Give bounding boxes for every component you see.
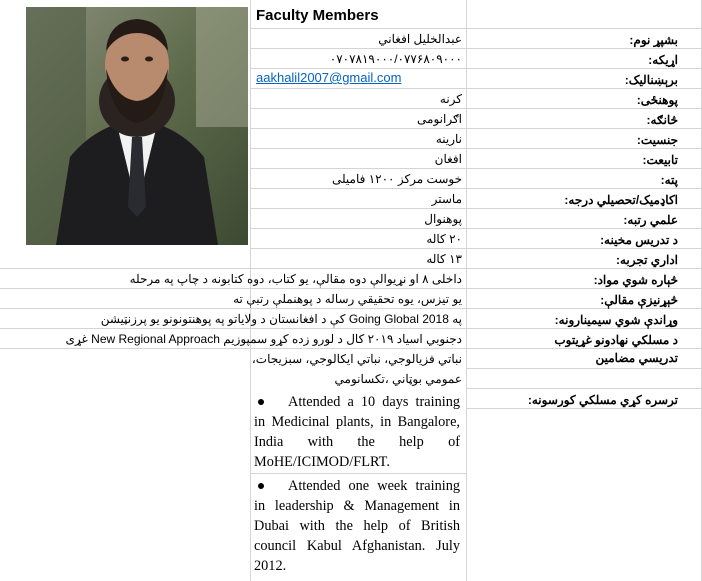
value-full-name: عبدالخلیل افغاني (378, 32, 462, 46)
label-email: برېښنالیک: (624, 73, 678, 87)
value-subjects-line2: عمومي بوټاني ،تکسانومي (334, 372, 462, 386)
label-seminars: وړاندې شوي سیمینارونه: (554, 313, 678, 327)
label-address: پته: (660, 173, 678, 187)
course-item (254, 392, 460, 472)
value-admin-experience: ۱۳ کاله (426, 252, 462, 266)
value-contact: ۰۷۰۷۸۱۹۰۰۰/۰۷۷۶۸۰۹۰۰۰ (329, 52, 462, 66)
label-academic-rank: علمي رتبه: (623, 213, 678, 227)
label-gender: جنسیت: (636, 133, 678, 147)
value-memberships: دجنوبي اسیاد ۲۰۱۹ کال د لورو زده کړو سمپوزیم New Regional Approach غړی (65, 332, 462, 346)
value-seminars: په Going Global 2018 کې د افغانستان د ولایاتو په پوهنتونونو یو پرزنټیشن (100, 312, 462, 326)
label-research-articles: څېړنيزې مقالې: (600, 293, 678, 307)
page-title: Faculty Members (256, 7, 379, 24)
label-department: څانګه: (646, 113, 678, 127)
value-faculty: کرنه (439, 92, 462, 106)
profile-photo (26, 7, 248, 245)
bullet-icon (258, 483, 264, 489)
label-memberships: د مسلکي نهادونو غړیتوب (554, 333, 678, 347)
bullet-icon (258, 399, 264, 405)
course-text: Attended one week training in leadership & Management in Dubai with the help of British council Kabul Afghanistan. July 2012. (254, 478, 460, 574)
label-admin-experience: اداري تجربه: (615, 253, 678, 267)
value-subjects-line1: نباتي فزیالوجي، نباتي ایکالوجي، سبزیجات، (251, 352, 462, 366)
value-address: خوست مرکز ۱۲۰۰ فاميلی (331, 172, 462, 186)
course-text: Attended a 10 days training in Medicinal plants, in Bangalore, India with the help of MoHE/ICIMOD/FLRT. (254, 394, 460, 470)
label-faculty: پوهنځی: (636, 93, 678, 107)
value-nationality: افغان (434, 152, 462, 166)
value-publications: داخلی ۸ او نړیوالې دوه مقالې، یو کتاب، دوه کتابونه د چاپ په مرحله (129, 272, 462, 286)
value-research-articles: یو تیزس، یوه تحقیقي رساله د پوهنملې رتبې ته (233, 292, 462, 306)
label-nationality: تابیعت: (642, 153, 678, 167)
label-contact: اړيکه: (648, 53, 678, 67)
portrait-image (26, 7, 248, 245)
value-academic-degree: ماستر (431, 192, 462, 206)
label-courses: ترسره کړي مسلکي کورسونه: (527, 393, 678, 407)
value-gender: نارینه (435, 132, 462, 146)
label-teaching-experience: د تدریس مخینه: (600, 233, 678, 247)
label-full-name: بشپړ نوم: (629, 33, 678, 47)
email-link[interactable]: aakhalil2007@gmail.com (256, 70, 402, 85)
value-academic-rank: پوهنوال (424, 212, 462, 226)
value-department: اګرانومی (417, 112, 462, 126)
label-subjects: تدریسي مضامین (595, 351, 678, 365)
course-item (254, 476, 460, 576)
label-publications: څېاره شوي مواد: (593, 273, 678, 287)
label-academic-degree: اکاډمیک/تحصیلي درجه: (564, 193, 678, 207)
value-teaching-experience: ۲۰ کاله (426, 232, 462, 246)
